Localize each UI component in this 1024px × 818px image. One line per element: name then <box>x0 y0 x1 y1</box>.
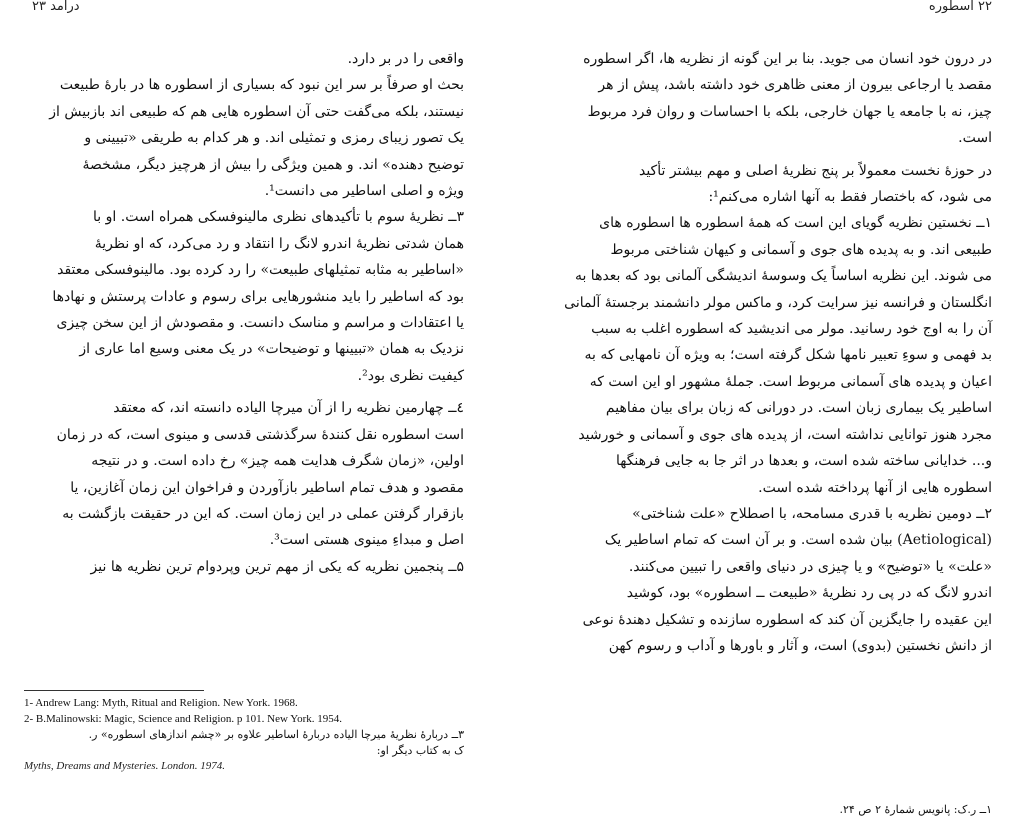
text-line: می شود، که باختصار فقط به آنها اشاره می‌کنم¹: <box>708 189 992 206</box>
text-line: است اسطوره نقل کنندهٔ سرگذشتی قدسی و مینوی است، که در زمان <box>56 426 464 443</box>
footnote-divider <box>24 690 204 691</box>
text-line: نیستند، بلکه می‌گفت حتی آن اسطوره هایی هم که طبیعی اند بازبیش از <box>49 103 464 120</box>
right-column-text <box>552 46 992 659</box>
text-line: بحث او صرفاً بر سر این نبود که بسیاری از اسطوره ها در بارهٔ طبیعت <box>59 77 464 94</box>
text-line: آن را به اوج خود رسانید. مولر می اندیشید که اسطوره اغلب به سبب <box>591 321 992 338</box>
text-line: ویژه و اصلی اساطیر می دانست¹. <box>264 183 464 200</box>
text-line: توضیح دهنده» اند. و همین ویژگی را بیش از هرچیز دیگر، مشخصهٔ <box>82 156 464 173</box>
running-title-left: درآمد ۲۳ <box>32 0 80 14</box>
text-line: در درون خود انسان می جوید. بنا بر این گونه از نظریه ها، اگر اسطوره <box>583 51 992 67</box>
text-line: واقعی را در بر دارد. <box>347 51 464 67</box>
text-line: مقصد یا ارجاعی بیرون از معنی ظاهری خود داشته باشد، پیش از هر <box>598 77 992 94</box>
text-line: بود که اساطیر را باید منشورهایی برای رسوم و عادات پرستش و نهادها <box>52 288 464 305</box>
text-line: این عقیده را جایگزین آن کند که اسطوره سازنده و تشکیل دهندهٔ نوعی <box>582 611 992 628</box>
footnote-3-cut-line: Myths, Dreams and Mysteries. London. 1974. <box>24 760 225 772</box>
text-line: طبیعی اند. و به پدیده های جوی و آسمانی و کیهان شناختی مربوط <box>610 241 992 258</box>
text-line: اسطوره هایی از آنها پرداخته شده است. <box>758 479 992 496</box>
text-line: در حوزهٔ نخست معمولاً بر پنج نظریهٔ اصلی و مهم بیشتر تأکید <box>638 162 992 179</box>
footnote-3-line-2: ک به کتاب دیگر او: <box>376 744 464 757</box>
text-line: از دانش نخستین (بدوی) است، و آثار و باورها و آداب و رسوم کهن <box>608 637 992 654</box>
text-line: یک تصور زیبای رمزی و تمثیلی اند. و هر کدام به طریقی «تبیینی و <box>84 130 464 147</box>
text-line: می شوند. این نظریه اساساً یک وسوسهٔ اندیشگی آلمانی بود که بعدها به <box>574 268 992 285</box>
text-line: یا اعتقادات و مراسم و مناسک دانست. و مقصودش از این سخن چیزی <box>56 315 464 332</box>
text-line: ۵ــ پنجمین نظریه که یکی از مهم ترین وپردوام ترین نظریه ها نیز <box>90 558 464 575</box>
left-column-text <box>24 46 464 580</box>
text-line: اساطیر یک بیماری زبان است. در دورانی که زبان برای بیان مفاهیم <box>605 400 992 417</box>
text-line: ۱ــ نخستین نظریه گویای این است که همهٔ اسطوره ها اسطوره های <box>599 215 992 232</box>
left-footnotes <box>24 684 464 773</box>
text-line: کیفیت نظری بود². <box>357 367 464 384</box>
left-column <box>24 46 464 580</box>
text-line: و... خدایانی ساخته شده است، و بعدها در اثر جا به جایی فرهنگها <box>615 453 992 470</box>
text-line: اولین، «زمان شگرف هدایت همه چیز» رخ داده است. و در نتیجه <box>91 453 464 470</box>
footnote-1: 1- Andrew Lang: Myth, Ritual and Religion. New York. 1968. <box>24 697 298 709</box>
text-line: بد فهمی و سوءِ تعبیر نامها شکل گرفته است؛ به ویژه آن نامهایی که به <box>584 347 992 364</box>
text-line: نزدیک به همان «تبیینها و توضیحات» در یک معنی وسیع اما عاری از <box>79 341 464 358</box>
text-line: ۳ــ نظریهٔ سوم با تأکیدهای نظری مالینوفسکی همراه است. او با <box>93 209 464 226</box>
text-line: همان شدتی نظریهٔ اندرو لانگ را انتقاد و رد می‌کرد، که او نظریهٔ <box>94 235 464 252</box>
running-title-right: ۲۲ اسطوره <box>928 0 992 14</box>
text-line: چیز، نه با جامعه یا جهان خارجی، بلکه با احساسات و روان فرد مربوط <box>587 103 992 120</box>
text-line: ٤ــ چهارمین نظریه را از آن میرچا الیاده دانسته اند، که معتقد <box>113 400 464 417</box>
right-column <box>552 46 992 659</box>
text-line: اعیان و پدیده های آسمانی مربوط است. جملهٔ مشهور او این است که <box>589 373 992 390</box>
footnote-3-line-1: ۳ــ دربارهٔ نظریهٔ میرچا الیاده دربارهٔ اساطیر علاوه بر «چشم اندازهای اسطوره» ر. <box>88 728 464 741</box>
text-line: اصل و مبداءِ مینوی هستی است³. <box>269 532 464 549</box>
text-line: (Aetiological) بیان شده است. و بر آن است که تمام اساطیر یک <box>604 532 992 549</box>
text-line: مجرد هنوز توانایی نداشته است، از پدیده های جوی و آسمانی و خورشید <box>578 426 992 443</box>
text-line: مقصود و هدف تمام اساطیر بازآوردن و فراخوان این زمان آغازین، یا <box>70 479 464 496</box>
footnote-1-right: ۱ــ ر.ک: پانویس شمارهٔ ۲ ص ۲۴. <box>839 803 992 816</box>
text-line: بازقرار گرفتن عملی در این زمان است. که این در حقیقت بازگشت به <box>62 505 464 522</box>
text-line: «علت» یا «توضیح» و یا چیزی در دنیای واقعی را تبیین می‌کنند. <box>628 558 992 575</box>
text-line: اندرو لانگ که در پی رد نظریهٔ «طبیعت ــ اسطوره» بود، کوشید <box>626 585 992 602</box>
text-line: «اساطیر به مثابه تمثیلهای طبیعت» را رد کرده بود. مالینوفسکی معتقد <box>57 262 464 279</box>
right-footnotes <box>552 802 992 818</box>
footnote-2: 2- B.Malinowski: Magic, Science and Religion. p 101. New York. 1954. <box>24 713 343 725</box>
text-line: ۲ــ دومین نظریه با قدری مسامحه، با اصطلاح «علت شناختی» <box>632 505 992 522</box>
page-header-left <box>32 0 80 20</box>
page-header-right <box>929 0 992 20</box>
text-line: است. <box>958 130 992 147</box>
text-line: انگلستان و فرانسه نیز سرایت کرد، و ماکس مولر دانشمند برجستهٔ آلمانی <box>564 294 992 311</box>
